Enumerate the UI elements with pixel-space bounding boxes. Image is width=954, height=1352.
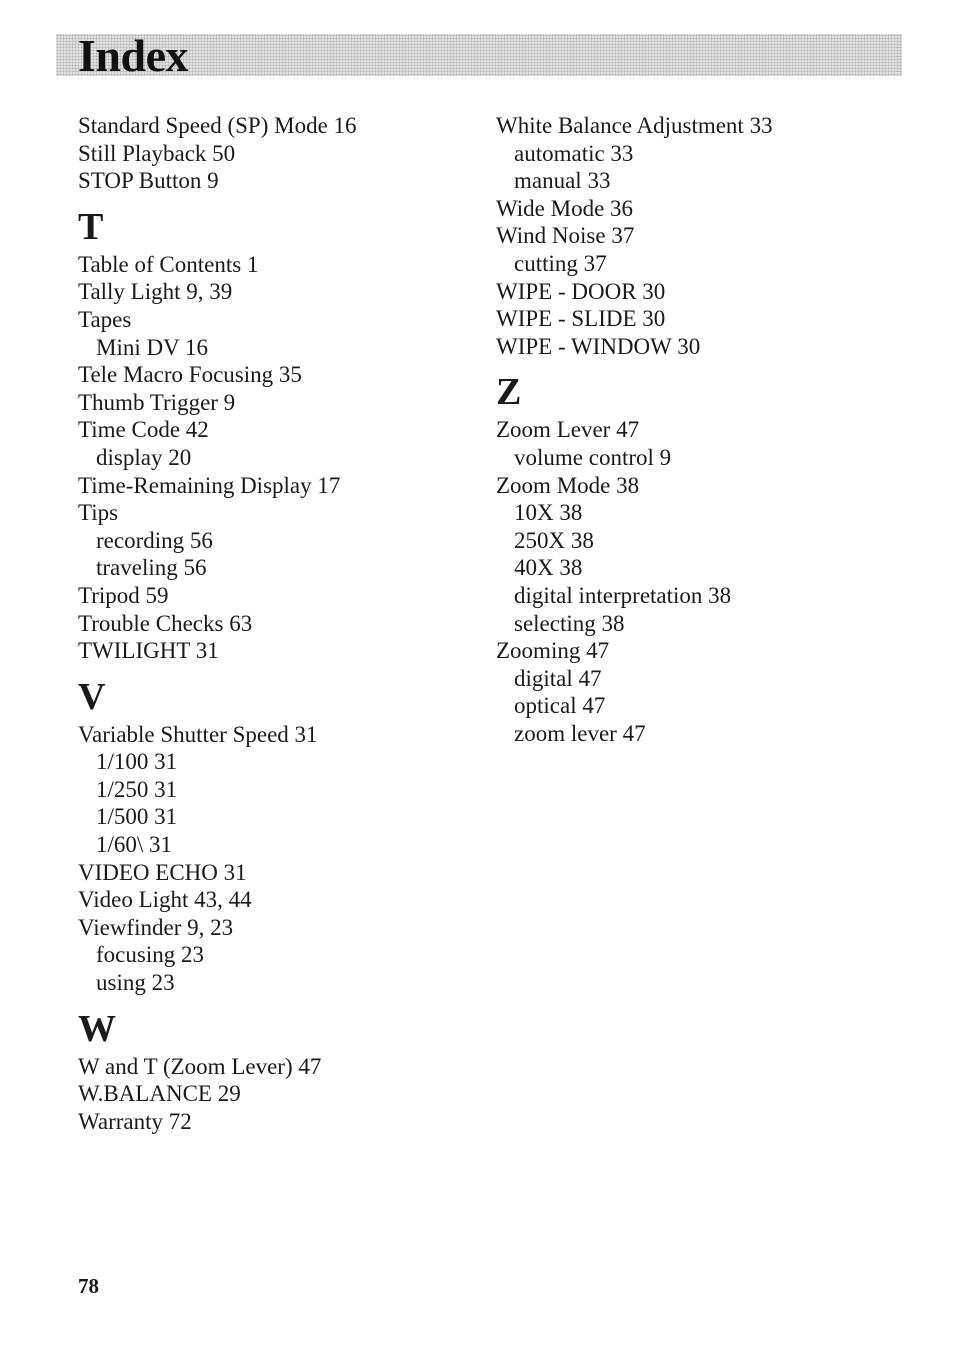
- index-subentry: 1/500 31: [96, 804, 178, 830]
- index-subentry: zoom lever 47: [514, 720, 646, 746]
- index-subentry: digital interpretation 38: [514, 582, 732, 608]
- index-entry: Tips: [78, 500, 119, 526]
- page-number: 78: [78, 1274, 99, 1298]
- index-subentry: Mini DV 16: [96, 334, 209, 360]
- index-subentry: 250X 38: [514, 527, 594, 553]
- index-entry: Variable Shutter Speed 31: [78, 721, 318, 747]
- index-entry: VIDEO ECHO 31: [78, 859, 247, 885]
- index-entry: Tapes: [78, 306, 132, 332]
- index-entry: Wind Noise 37: [496, 223, 635, 249]
- index-entry: Trouble Checks 63: [78, 610, 253, 636]
- index-entry: Wide Mode 36: [496, 195, 634, 221]
- index-subentry: using 23: [96, 970, 175, 996]
- index-entry: WIPE - WINDOW 30: [496, 333, 701, 359]
- index-entry: STOP Button 9: [78, 168, 219, 194]
- index-entry: Time-Remaining Display 17: [78, 472, 341, 498]
- index-entry: Standard Speed (SP) Mode 16: [78, 113, 357, 138]
- index-column-right: [496, 112, 916, 747]
- index-subentry: manual 33: [514, 168, 611, 194]
- index-subentry: 40X 38: [514, 555, 583, 581]
- index-subentry: focusing 23: [96, 942, 204, 968]
- index-subentry: selecting 38: [514, 610, 625, 636]
- index-subentry: digital 47: [514, 665, 602, 691]
- index-subentry: optical 47: [514, 693, 606, 719]
- index-entry: Tally Light 9, 39: [78, 279, 233, 305]
- index-entry: Table of Contents 1: [78, 251, 259, 277]
- index-entry: TWILIGHT 31: [78, 638, 219, 664]
- section-letter: W: [78, 1007, 116, 1050]
- index-subentry: 1/250 31: [96, 776, 178, 802]
- index-entry: White Balance Adjustment 33: [496, 113, 773, 138]
- index-entry: Warranty 72: [78, 1108, 192, 1134]
- index-subentry: 10X 38: [514, 500, 583, 526]
- index-subentry: 1/100 31: [96, 749, 178, 775]
- index-entry: Still Playback 50: [78, 140, 236, 166]
- index-subentry: traveling 56: [96, 555, 207, 581]
- section-letter: Z: [496, 371, 522, 414]
- index-subentry: recording 56: [96, 527, 213, 553]
- section-letter: V: [78, 675, 106, 718]
- index-subentry: 1/60\ 31: [96, 832, 173, 858]
- index-entry: Time Code 42: [78, 417, 209, 443]
- index-entry: WIPE - SLIDE 30: [496, 306, 666, 332]
- page-title: Index: [78, 30, 188, 81]
- index-subentry: volume control 9: [514, 444, 672, 470]
- index-subentry: cutting 37: [514, 250, 607, 276]
- section-letter: T: [78, 205, 104, 248]
- index-column-left: [78, 112, 458, 1135]
- index-subentry: automatic 33: [514, 140, 634, 166]
- index-subentry: display 20: [96, 444, 192, 470]
- index-entry: Zoom Lever 47: [496, 417, 640, 443]
- index-entry: W and T (Zoom Lever) 47: [78, 1053, 322, 1079]
- index-entry: Video Light 43, 44: [78, 887, 252, 913]
- index-entry: Zoom Mode 38: [496, 472, 640, 498]
- index-entry: Tripod 59: [78, 582, 169, 608]
- index-entry: Thumb Trigger 9: [78, 389, 236, 415]
- index-entry: Zooming 47: [496, 638, 610, 664]
- index-entry: W.BALANCE 29: [78, 1081, 241, 1107]
- index-entry: Viewfinder 9, 23: [78, 914, 234, 940]
- index-entry: Tele Macro Focusing 35: [78, 362, 302, 388]
- index-entry: WIPE - DOOR 30: [496, 278, 666, 304]
